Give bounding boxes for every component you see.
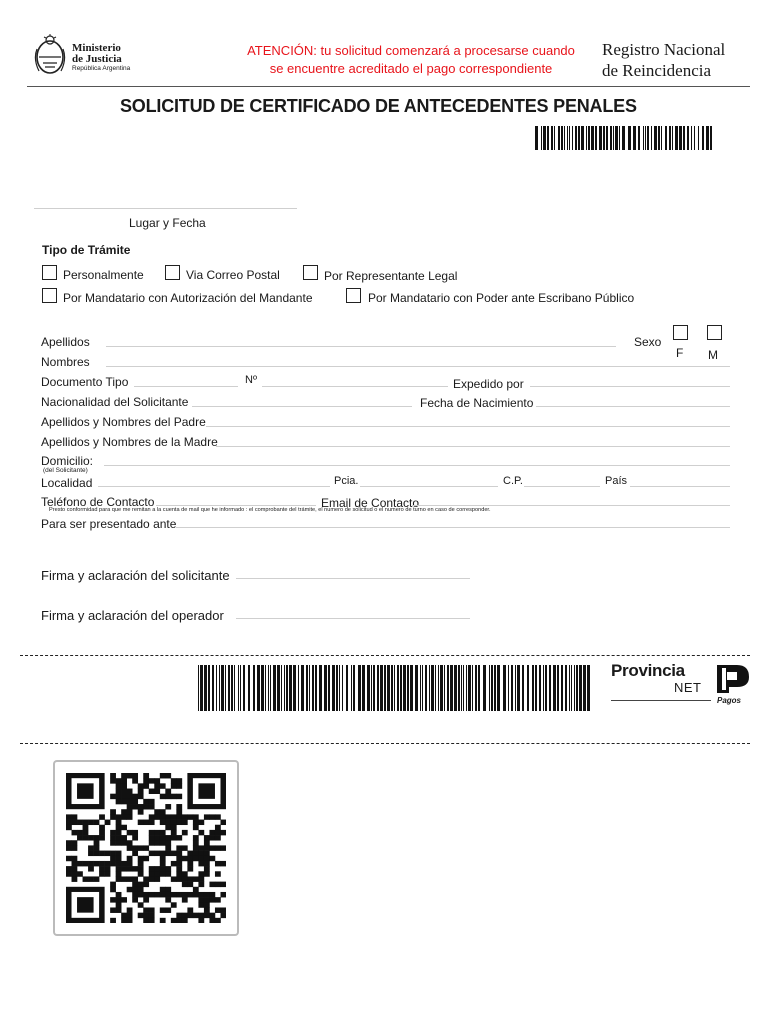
ministry-name-1: Ministerio (72, 42, 121, 54)
attention-line-2: se encuentre acreditado el pago correspondiente (269, 61, 553, 76)
ministry-country: República Argentina (72, 65, 131, 72)
cp-field[interactable] (524, 486, 600, 487)
provincia-brand: Provincia (611, 661, 685, 680)
fecha-nacimiento-field[interactable] (536, 406, 730, 407)
documento-tipo-field[interactable] (134, 386, 238, 387)
checkbox-sexo-m[interactable] (707, 325, 722, 340)
place-date-line (34, 208, 297, 209)
padre-field[interactable] (206, 426, 730, 427)
presentado-ante-label: Para ser presentado ante (41, 517, 177, 531)
pcia-label: Pcia. (334, 475, 359, 487)
checkbox-sexo-f[interactable] (673, 325, 688, 340)
sexo-label: Sexo (634, 335, 662, 349)
email-label: Email de Contacto (321, 496, 420, 510)
expedido-por-field[interactable] (530, 386, 730, 387)
checkbox-personalmente[interactable] (42, 265, 57, 280)
numero-label: Nº (245, 374, 257, 386)
place-date-label: Lugar y Fecha (129, 216, 206, 230)
option-personalmente: Personalmente (63, 268, 144, 282)
nacionalidad-label: Nacionalidad del Solicitante (41, 395, 189, 409)
provincia-net: NET (674, 680, 702, 695)
option-correo-postal: Via Correo Postal (186, 268, 280, 282)
documento-tipo-label: Documento Tipo (41, 375, 129, 389)
nombres-label: Nombres (41, 355, 90, 369)
checkbox-correo-postal[interactable] (165, 265, 180, 280)
apellidos-label: Apellidos (41, 335, 90, 349)
firma-solicitante-label: Firma y aclaración del solicitante (41, 568, 230, 583)
qr-code-frame (53, 760, 239, 936)
cp-label: C.P. (503, 475, 523, 487)
barcode-top (535, 126, 715, 150)
ministry-seal-icon (33, 33, 67, 77)
firma-operador-field[interactable] (236, 618, 470, 619)
expedido-por-label: Expedido por (453, 377, 524, 391)
firma-solicitante-field[interactable] (236, 578, 470, 579)
barcode-payment (198, 665, 590, 711)
option-representante-legal: Por Representante Legal (324, 269, 458, 283)
page-title: SOLICITUD DE CERTIFICADO DE ANTECEDENTES PENALES (120, 96, 637, 116)
madre-field[interactable] (216, 446, 730, 447)
domicilio-label: Domicilio: (41, 454, 94, 468)
option-mandatario-autorizacion: Por Mandatario con Autorización del Mandante (63, 291, 313, 305)
registry-line-2: de Reincidencia (602, 61, 712, 80)
tramite-heading: Tipo de Trámite (42, 243, 131, 257)
checkbox-representante-legal[interactable] (303, 265, 318, 280)
pais-field[interactable] (630, 486, 730, 487)
firma-operador-label: Firma y aclaración del operador (41, 608, 224, 623)
nacionalidad-field[interactable] (192, 406, 412, 407)
header-divider (27, 86, 750, 87)
nombres-field[interactable] (106, 366, 730, 367)
provincia-logo-icon (715, 663, 751, 695)
email-field[interactable] (412, 505, 730, 506)
checkbox-mandatario-escribano[interactable] (346, 288, 361, 303)
cut-line-bottom (20, 743, 750, 744)
telefono-label: Teléfono de Contacto (41, 495, 155, 509)
telefono-field[interactable] (156, 505, 316, 506)
checkbox-mandatario-autorizacion[interactable] (42, 288, 57, 303)
apellidos-field[interactable] (106, 346, 616, 347)
presentado-ante-field[interactable] (176, 527, 730, 528)
domicilio-sublabel: (del Solicitante) (43, 467, 88, 474)
domicilio-field[interactable] (104, 465, 730, 466)
localidad-label: Localidad (41, 476, 93, 490)
registry-line-1: Registro Nacional (602, 40, 726, 59)
localidad-field[interactable] (98, 486, 330, 487)
sexo-m-label: M (708, 348, 718, 362)
padre-label: Apellidos y Nombres del Padre (41, 415, 206, 429)
pais-label: País (605, 475, 628, 487)
cut-line-top (20, 655, 750, 656)
attention-line-1: ATENCIÓN: tu solicitud comenzará a procesarse cuando (247, 43, 575, 58)
pcia-field[interactable] (360, 486, 498, 487)
conformidad-note: Presto conformidad para que me remitan a la cuenta de mail que he informado : el comprobante del trámite, el numero de solicitud o el numero de turno en caso de corresponder. (49, 507, 491, 513)
provincia-pagos: Pagos (717, 696, 742, 705)
option-mandatario-escribano: Por Mandatario con Poder ante Escribano Público (368, 291, 635, 305)
numero-field[interactable] (262, 386, 448, 387)
provincia-underline (611, 700, 711, 701)
sexo-f-label: F (676, 346, 684, 360)
fecha-nacimiento-label: Fecha de Nacimiento (420, 396, 534, 410)
ministry-name-2: de Justicia (72, 53, 122, 65)
madre-label: Apellidos y Nombres de la Madre (41, 435, 218, 449)
qr-code-icon (66, 773, 226, 923)
